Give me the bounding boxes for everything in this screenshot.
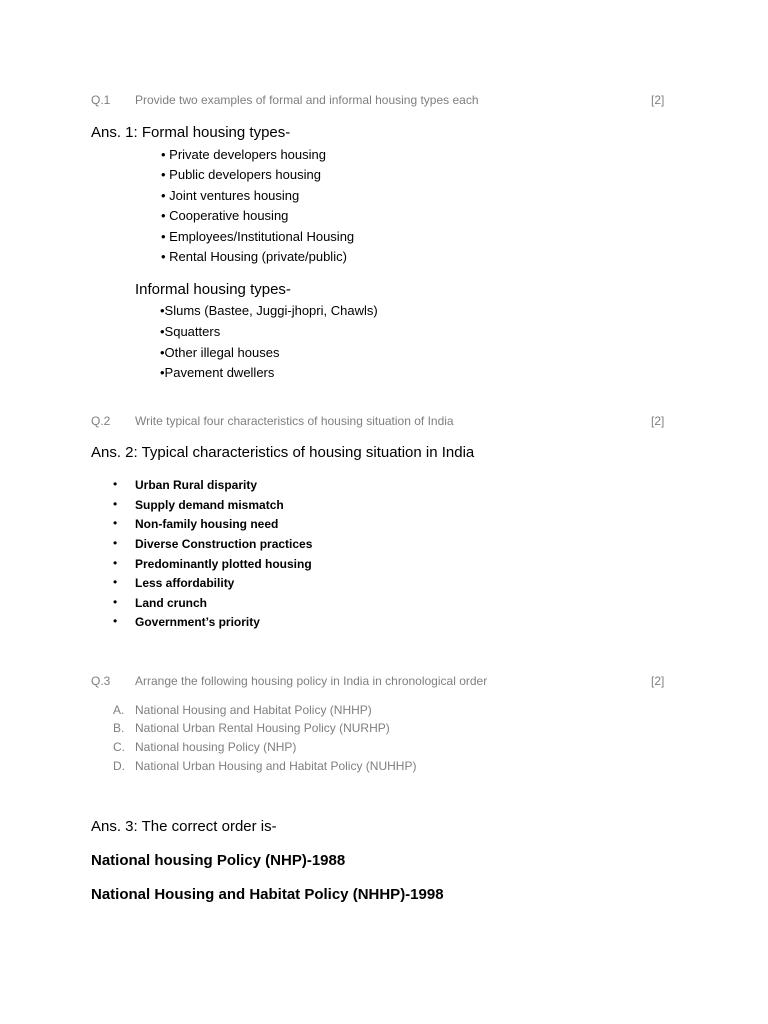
q3-marks: [2] xyxy=(651,674,665,688)
list-item: • Employees/Institutional Housing xyxy=(161,229,355,244)
bullet-icon: • xyxy=(113,614,118,628)
list-item: Land crunch xyxy=(135,596,208,610)
bullet-icon: • xyxy=(113,536,118,550)
list-item: Urban Rural disparity xyxy=(135,478,258,492)
list-item: Government’s priority xyxy=(135,615,260,629)
list-item: •Slums (Bastee, Juggi-jhopri, Chawls) xyxy=(160,303,378,318)
option-text: National Urban Housing and Habitat Policy (NUHHP) xyxy=(135,759,417,773)
option-letter: D. xyxy=(113,759,125,773)
option-letter: C. xyxy=(113,740,125,754)
list-item: • Joint ventures housing xyxy=(161,188,300,203)
q2-number: Q.2 xyxy=(91,414,111,428)
list-item: •Other illegal houses xyxy=(160,345,280,360)
ans2-heading: Ans. 2: Typical characteristics of housing situation in India xyxy=(91,444,475,461)
list-item: Supply demand mismatch xyxy=(135,498,284,512)
informal-heading: Informal housing types- xyxy=(135,281,291,298)
option-letter: A. xyxy=(113,703,125,717)
bullet-icon: • xyxy=(113,497,118,511)
list-item: •Squatters xyxy=(160,324,221,339)
bullet-icon: • xyxy=(113,477,118,491)
q3-text: Arrange the following housing policy in India in chronological order xyxy=(135,674,488,688)
order-item: National housing Policy (NHP)-1988 xyxy=(91,852,346,869)
list-item: Diverse Construction practices xyxy=(135,537,313,551)
bullet-icon: • xyxy=(113,595,118,609)
bullet-icon: • xyxy=(113,556,118,570)
bullet-icon: • xyxy=(113,575,118,589)
ans3-heading: Ans. 3: The correct order is- xyxy=(91,818,277,835)
q3-number: Q.3 xyxy=(91,674,111,688)
option-text: National housing Policy (NHP) xyxy=(135,740,297,754)
list-item: Predominantly plotted housing xyxy=(135,557,312,571)
list-item: • Private developers housing xyxy=(161,147,326,162)
list-item: • Rental Housing (private/public) xyxy=(161,249,347,264)
bullet-icon: • xyxy=(113,516,118,530)
ans1-heading: Ans. 1: Formal housing types- xyxy=(91,124,291,141)
option-text: National Housing and Habitat Policy (NHHP) xyxy=(135,703,372,717)
option-letter: B. xyxy=(113,721,125,735)
list-item: Non-family housing need xyxy=(135,517,279,531)
q2-marks: [2] xyxy=(651,414,665,428)
q2-text: Write typical four characteristics of housing situation of India xyxy=(135,414,454,428)
q1-text: Provide two examples of formal and informal housing types each xyxy=(135,93,479,107)
list-item: •Pavement dwellers xyxy=(160,365,275,380)
option-text: National Urban Rental Housing Policy (NURHP) xyxy=(135,721,390,735)
list-item: • Cooperative housing xyxy=(161,208,289,223)
order-item: National Housing and Habitat Policy (NHHP)-1998 xyxy=(91,886,444,903)
q1-number: Q.1 xyxy=(91,93,111,107)
list-item: • Public developers housing xyxy=(161,167,321,182)
list-item: Less affordability xyxy=(135,576,235,590)
q1-marks: [2] xyxy=(651,93,665,107)
